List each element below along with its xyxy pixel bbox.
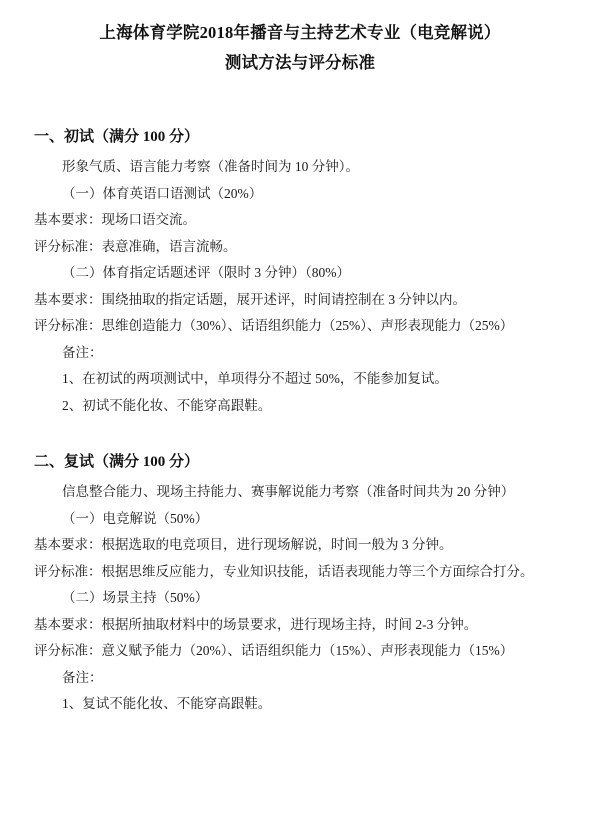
- section-note-label: 备注：: [62, 344, 103, 360]
- section-line: 基本要求：围绕抽取的指定话题，展开述评，时间请控制在 3 分钟以内。: [34, 291, 466, 307]
- section-line: 形象气质、语言能力考察（准备时间为 10 分钟）。: [62, 159, 359, 174]
- section-line: 评分标准：意义赋予能力（20%）、话语组织能力（15%）、声形表现能力（15%）: [34, 643, 514, 658]
- title-body-spacer: [34, 78, 566, 124]
- section-note-item: 1、复试不能化妆、不能穿高跟鞋。: [62, 696, 272, 711]
- section-line: （二）场景主持（50%）: [62, 590, 209, 605]
- section-line: 评分标准：思维创造能力（30%）、话语组织能力（25%）、声形表现能力（25%）: [34, 318, 514, 333]
- section-gap: [34, 419, 566, 449]
- section-final: [34, 449, 566, 718]
- section-note-label: 备注：: [62, 669, 103, 685]
- document-title: [34, 18, 566, 78]
- section-preliminary: [34, 124, 566, 419]
- section-line: （二）体育指定话题述评（限时 3 分钟）（80%）: [62, 265, 350, 280]
- section-line: 评分标准：根据思维反应能力，专业知识技能，话语表现能力等三个方面综合打分。: [34, 563, 534, 579]
- title-line-2: 测试方法与评分标准: [224, 53, 376, 72]
- section-line: 基本要求：现场口语交流。: [34, 212, 196, 227]
- section-line: （一）体育英语口语测试（20%）: [62, 185, 263, 201]
- section-line: （一）电竞解说（50%）: [62, 510, 209, 526]
- title-line-1: 上海体育学院2018年播音与主持艺术专业（电竞解说）: [99, 23, 501, 42]
- section-line: 评分标准：表意准确，语言流畅。: [34, 238, 237, 254]
- section-note-item: 2、初试不能化妆、不能穿高跟鞋。: [62, 397, 272, 413]
- section-heading: 一、初试（满分 100 分）: [34, 129, 200, 145]
- section-line: 信息整合能力、现场主持能力、赛事解说能力考察（准备时间共为 20 分钟）: [62, 484, 515, 499]
- section-line: 基本要求：根据选取的电竞项目，进行现场解说，时间一般为 3 分钟。: [34, 537, 453, 552]
- section-line: 基本要求：根据所抽取材料中的场景要求，进行现场主持，时间 2-3 分钟。: [34, 616, 478, 632]
- section-note-item: 1、在初试的两项测试中，单项得分不超过 50%，不能参加复试。: [62, 371, 448, 386]
- section-heading: 二、复试（满分 100 分）: [34, 454, 200, 470]
